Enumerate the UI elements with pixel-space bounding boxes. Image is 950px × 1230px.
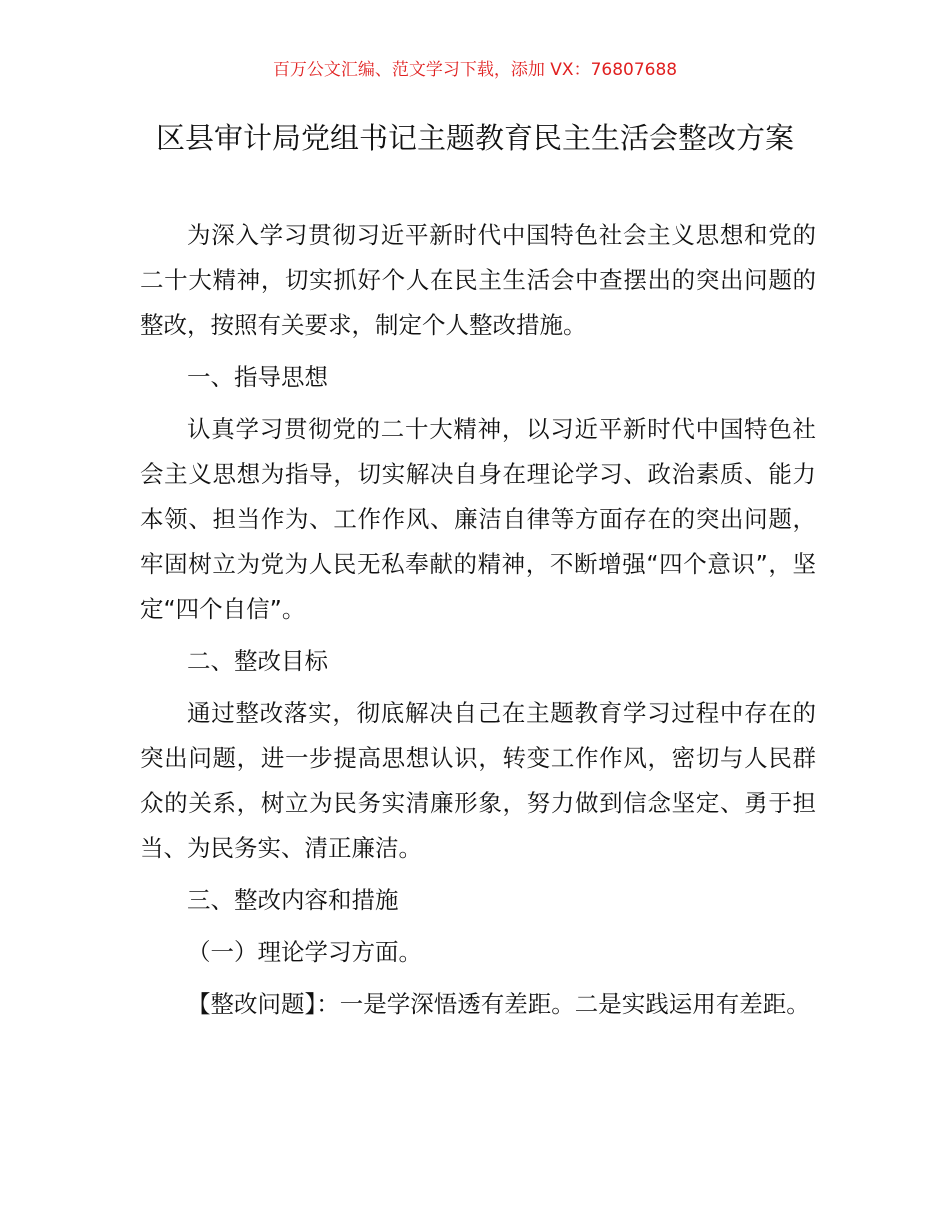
rectification-goal-paragraph: 通过整改落实，彻底解决自己在主题教育学习过程中存在的突出问题，进一步提高思想认识，转变工作作风，密切与人民群众的关系，树立为民务实清廉形象，努力做到信念坚定、勇于担当、为民务实、清正廉洁。 [140,699,816,862]
guiding-thought-paragraph: 认真学习贯彻党的二十大精神，以习近平新时代中国特色社会主义思想为指导，切实解决自身在理论学习、政治素质、能力本领、担当作为、工作作风、廉洁自律等方面存在的突出问题，牢固树立为党为人民无私奉献的精神，不断增强“四个意识”，坚定“四个自信”。 [140,415,816,623]
intro-paragraph: 为深入学习贯彻习近平新时代中国特色社会主义思想和党的二十大精神，切实抓好个人在民主生活会中查摆出的突出问题的整改，按照有关要求，制定个人整改措施。 [140,221,816,339]
rectification-problem-paragraph: 【整改问题】：一是学深悟透有差距。二是实践运用有差距。 [187,990,810,1018]
section-heading-rectification-measures: 三、整改内容和措施 [187,886,399,914]
section-heading-guiding-thought: 一、指导思想 [187,363,328,391]
watermark-text: 百万公文汇编、范文学习下载，添加 VX：76807688 [272,60,678,80]
section-heading-rectification-goal: 二、整改目标 [187,647,328,675]
document-body [140,213,816,1034]
subsection-heading-theory-study: （一）理论学习方面。 [187,938,422,966]
document-title: 区县审计局党组书记主题教育民主生活会整改方案 [155,121,794,155]
